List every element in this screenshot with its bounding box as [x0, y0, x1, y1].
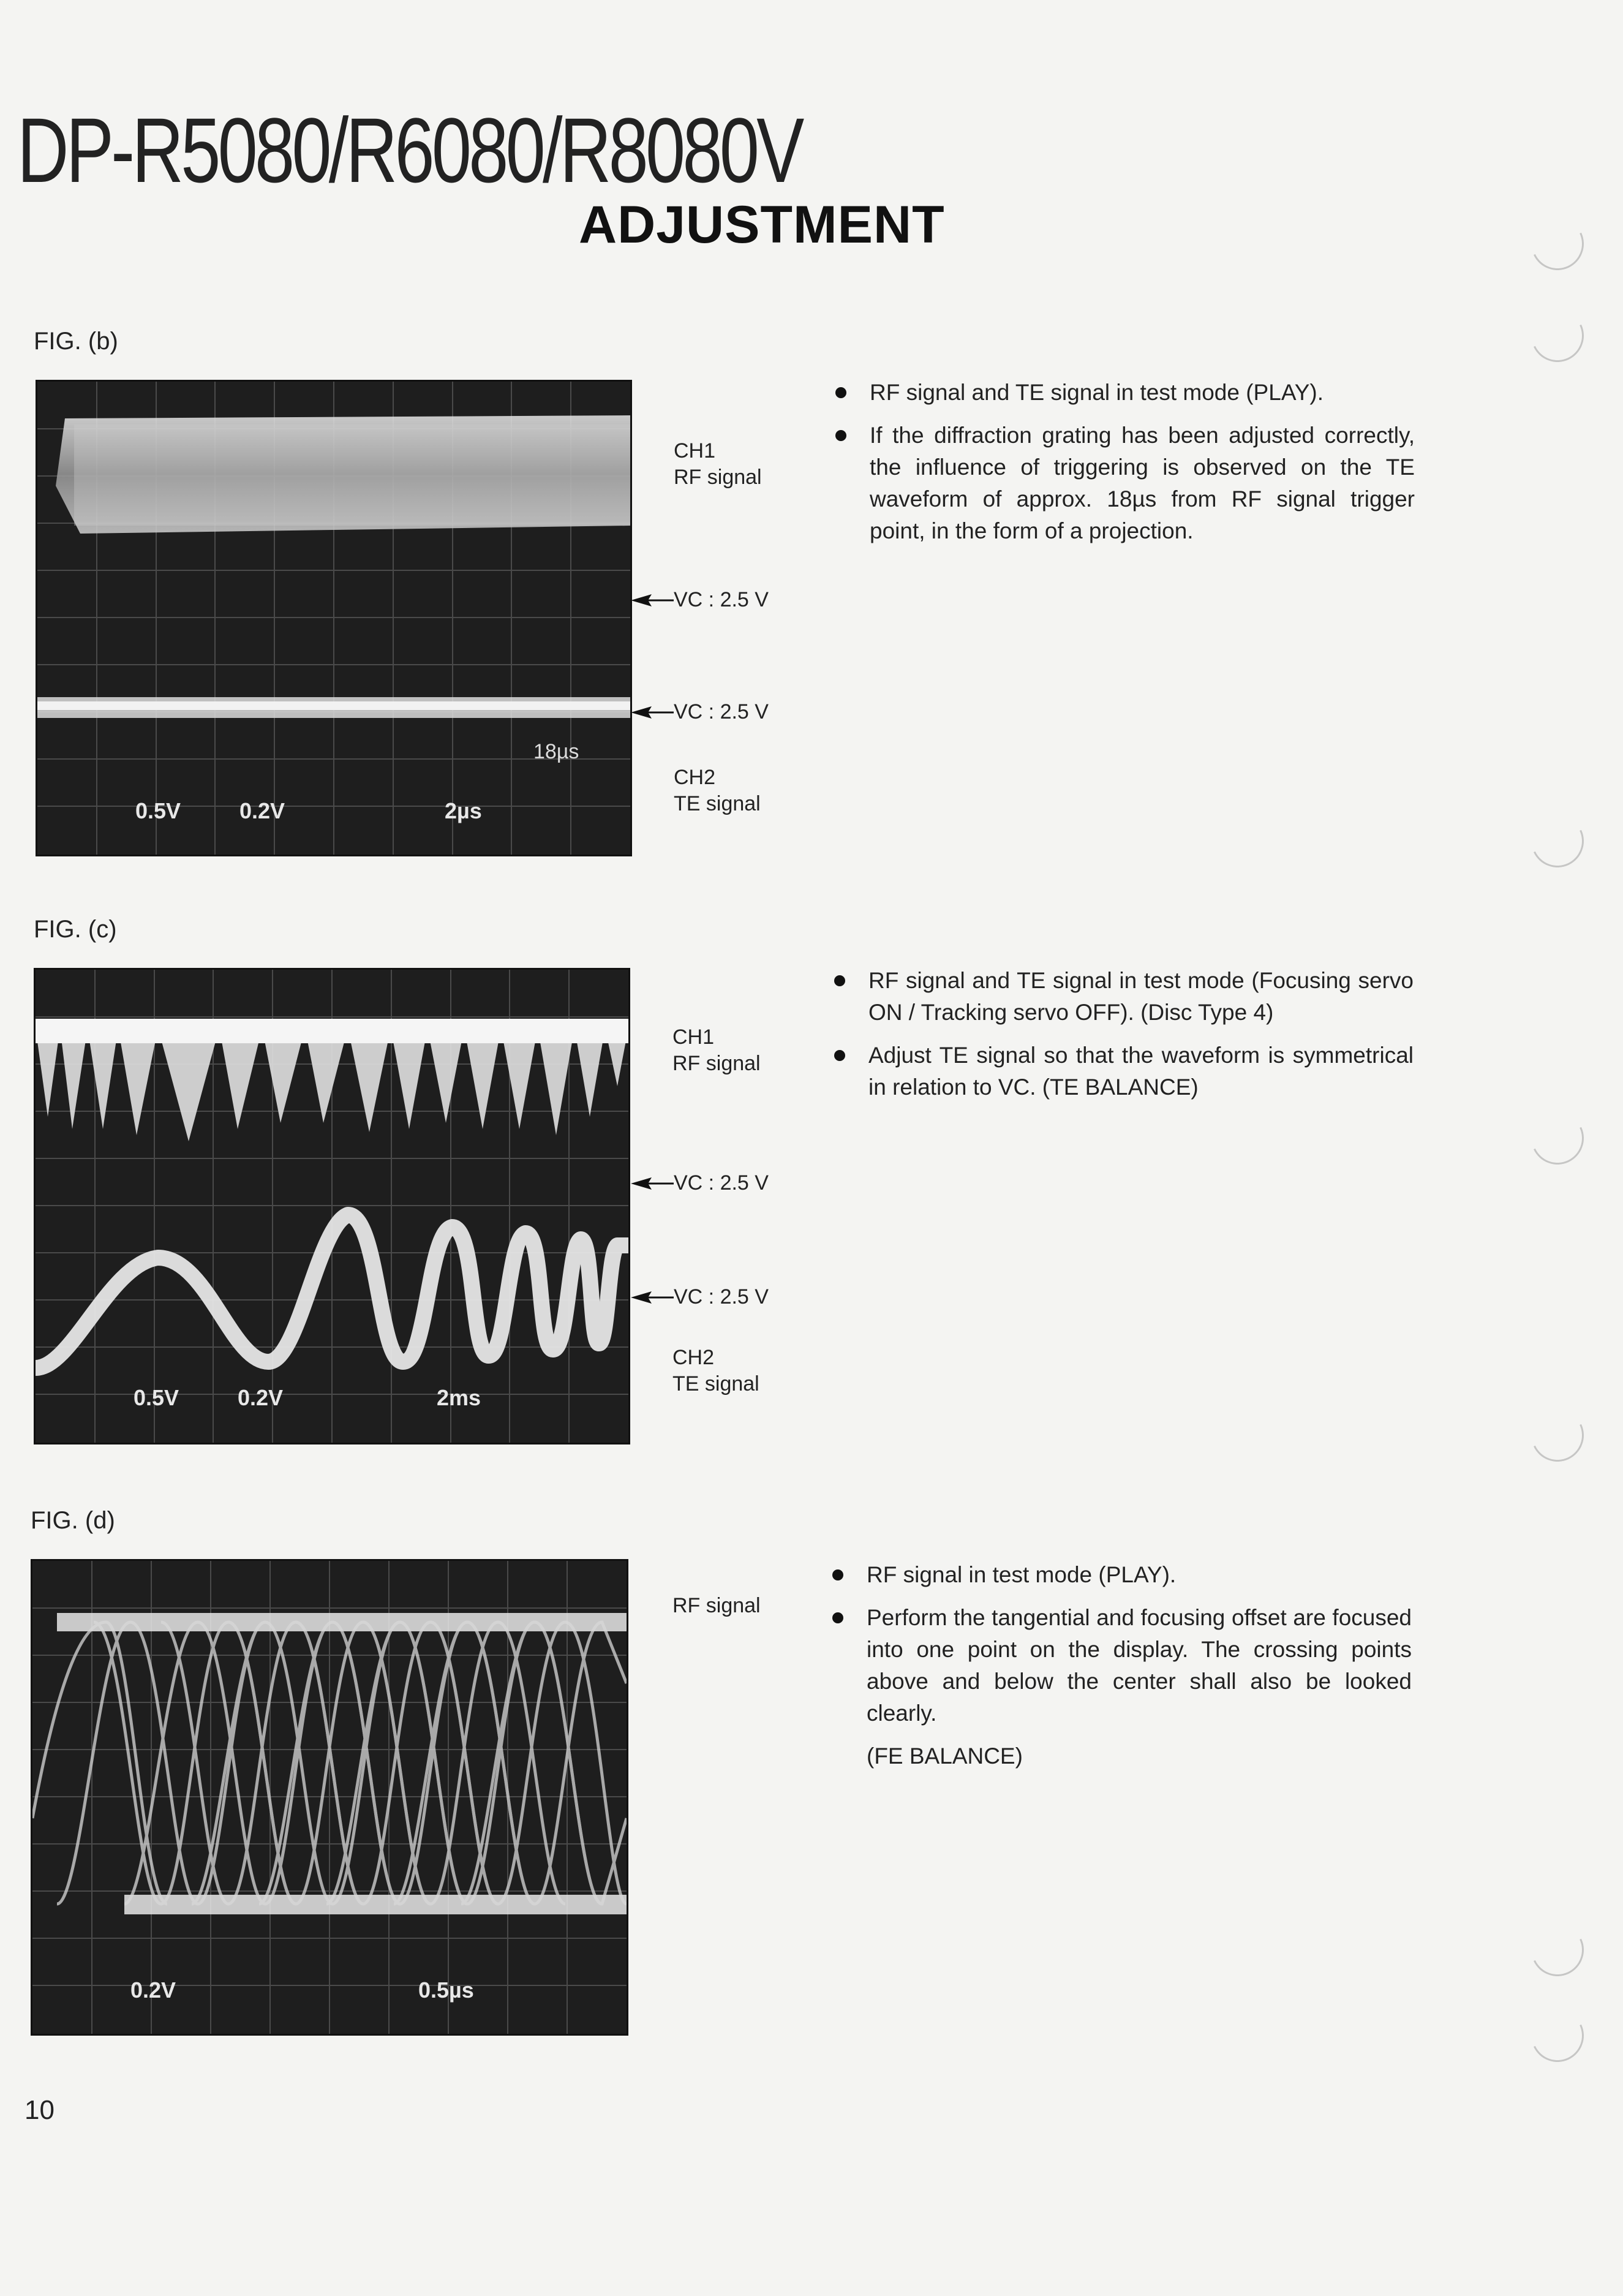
channel-name: CH1	[674, 439, 716, 463]
model-title: DP-R5080/R6080/R8080V	[17, 99, 802, 202]
bullet-item: RF signal and TE signal in test mode (PLAY).	[833, 377, 1415, 409]
ch2-label	[674, 765, 761, 817]
ch2-volts-readout: 0.2V	[238, 1385, 284, 1410]
ch1-label	[672, 1024, 761, 1076]
timebase-readout: 2ms	[437, 1385, 481, 1410]
signal-name: TE signal	[672, 1372, 759, 1395]
vc-marker-1	[631, 588, 769, 612]
channel-name: CH1	[672, 1025, 715, 1049]
oscilloscope-screen-b	[36, 380, 632, 856]
ch1-volts-readout: 0.5V	[135, 798, 181, 823]
binder-ring-decoration	[1524, 302, 1591, 369]
timebase-readout: 2µs	[445, 798, 482, 823]
vc-value: VC : 2.5 V	[674, 1171, 769, 1195]
ch2-label	[672, 1345, 759, 1397]
oscilloscope-screen-c	[34, 968, 630, 1444]
signal-name: RF signal	[672, 1051, 761, 1075]
oscilloscope-screen-d	[31, 1559, 628, 2036]
binder-ring-decoration	[1524, 1402, 1591, 1469]
volts-readout: 0.2V	[130, 1977, 176, 2003]
oscilloscope-trace-c	[36, 970, 628, 1443]
ch2-volts-readout: 0.2V	[239, 798, 285, 823]
timebase-readout: 0.5µs	[418, 1977, 474, 2003]
vc-marker-1	[631, 1171, 769, 1195]
page-number: 10	[24, 2095, 55, 2125]
figure-label: FIG. (c)	[34, 916, 117, 943]
signal-label: RF signal	[672, 1594, 761, 1617]
bullet-item: RF signal and TE signal in test mode (Focusing servo ON / Tracking servo OFF). (Disc Type 4)	[832, 965, 1414, 1029]
vc-marker-2	[631, 1285, 769, 1309]
bullet-item: Perform the tangential and focusing offset are focused into one point on the display. The crossing points above and below the center shall also be looked clearly.	[830, 1602, 1412, 1729]
figure-d-notes	[830, 1559, 1412, 1772]
binder-ring-decoration	[1524, 1105, 1591, 1172]
bullet-item: If the diffraction grating has been adjusted correctly, the influence of triggering is observed on the TE waveform of approx. 18µs from RF signal trigger point, in the form of a projection.	[833, 420, 1415, 547]
vc-value: VC : 2.5 V	[674, 588, 769, 611]
ch1-volts-readout: 0.5V	[134, 1385, 179, 1410]
binder-ring-decoration	[1524, 807, 1591, 875]
binder-ring-decoration	[1524, 1916, 1591, 1984]
oscilloscope-trace-b	[37, 382, 630, 855]
binder-ring-decoration	[1524, 2002, 1591, 2069]
note-text: (FE BALANCE)	[867, 1743, 1023, 1769]
bullet-item: RF signal in test mode (PLAY).	[830, 1559, 1412, 1591]
arrow-left-icon	[631, 1177, 674, 1190]
bullet-item: Adjust TE signal so that the waveform is symmetrical in relation to VC. (TE BALANCE)	[832, 1040, 1414, 1103]
figure-b-notes	[833, 377, 1415, 558]
oscilloscope-trace-d	[32, 1561, 627, 2034]
signal-name: TE signal	[674, 791, 761, 815]
channel-name: CH2	[674, 766, 716, 789]
binder-ring-decoration	[1524, 210, 1591, 278]
vc-value: VC : 2.5 V	[674, 1285, 769, 1308]
vc-marker-2	[631, 700, 769, 724]
signal-name: RF signal	[674, 465, 762, 489]
figure-label: FIG. (b)	[34, 328, 118, 355]
figure-label: FIG. (d)	[31, 1507, 115, 1534]
ch1-label	[674, 438, 762, 490]
time-annotation: 18µs	[533, 740, 579, 763]
arrow-left-icon	[631, 706, 674, 719]
figure-c-notes	[832, 965, 1414, 1114]
arrow-left-icon	[631, 1291, 674, 1304]
vc-value: VC : 2.5 V	[674, 700, 769, 723]
arrow-left-icon	[631, 594, 674, 606]
channel-name: CH2	[672, 1346, 715, 1369]
section-title: ADJUSTMENT	[579, 195, 945, 254]
